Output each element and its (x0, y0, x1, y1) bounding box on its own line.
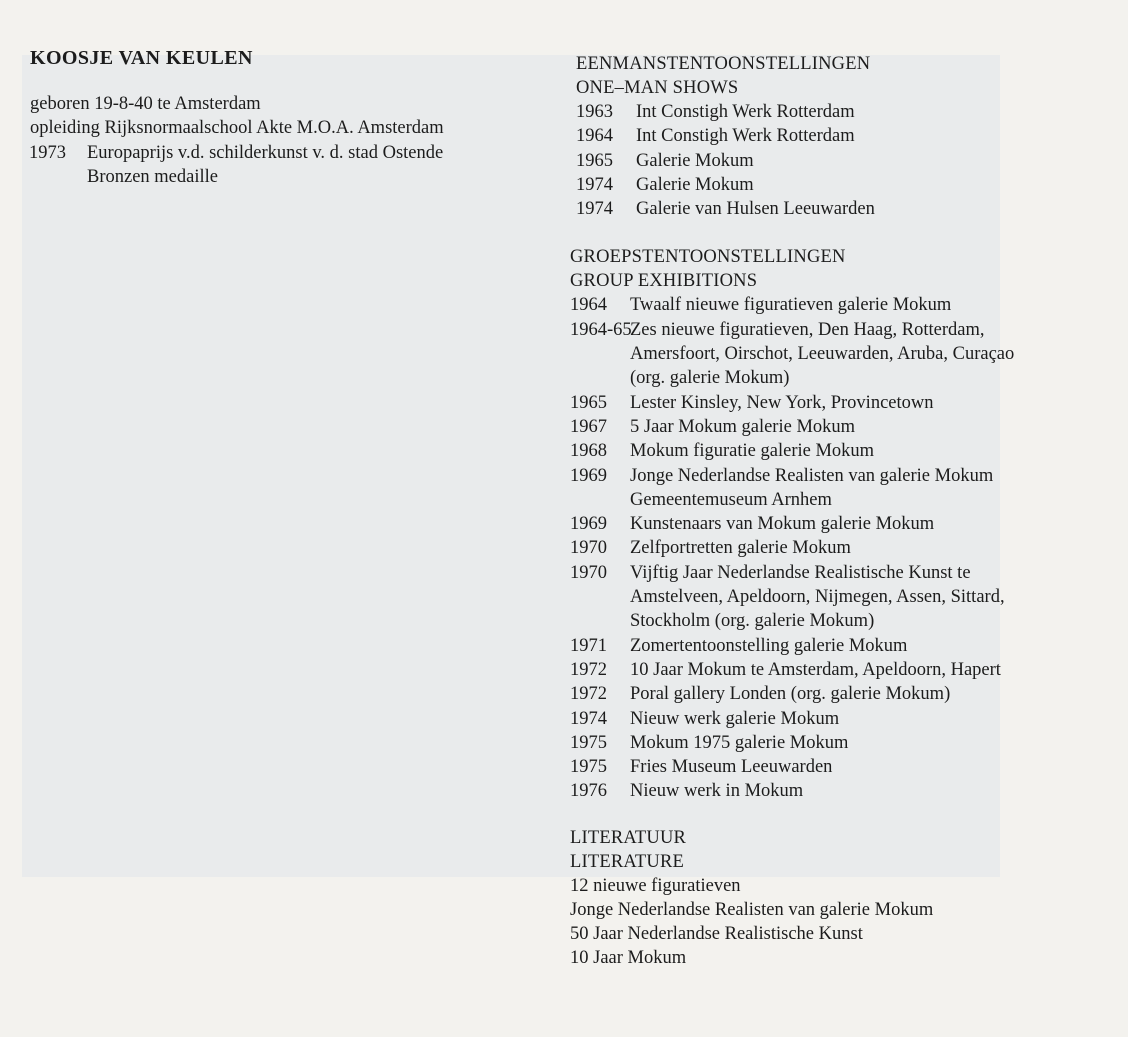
exhibition-text (630, 779, 1110, 803)
group-exhibitions-section (570, 245, 1110, 803)
exhibition-text (630, 682, 1110, 706)
exhibition-year: 1974 (570, 708, 607, 729)
exhibition-line: Twaalf nieuwe figuratieven galerie Mokum (630, 295, 952, 316)
exhibition-line: Mokum figuratie galerie Mokum (630, 441, 875, 462)
exhibition-entry (570, 634, 1110, 658)
exhibition-text (630, 561, 1110, 634)
award-year: 1973 (29, 142, 66, 163)
exhibition-year: 1975 (570, 732, 607, 753)
exhibition-line: Nieuw werk in Mokum (630, 781, 804, 802)
exhibition-year: 1963 (576, 102, 613, 122)
exhibition-entry (570, 658, 1110, 682)
exhibition-year: 1974 (576, 199, 613, 220)
exhibition-line: (org. galerie Mokum) (630, 368, 790, 389)
exhibition-text (630, 536, 1110, 560)
literature-item: Jonge Nederlandse Realisten van galerie Mokum (570, 899, 934, 920)
literature-item: 10 Jaar Mokum (570, 947, 687, 968)
exhibition-entry (570, 682, 1110, 706)
exhibition-text (630, 634, 1110, 658)
exhibition-entry (570, 731, 1110, 755)
group-list (570, 293, 1110, 803)
exhibition-text (636, 100, 1110, 124)
literature-heading-nl: LITERATUUR (570, 827, 687, 848)
exhibition-year: 1974 (576, 174, 613, 195)
exhibition-entry (570, 707, 1110, 731)
exhibition-text (630, 755, 1110, 779)
one-man-list (576, 100, 1110, 221)
literature-item: 50 Jaar Nederlandse Realistische Kunst (570, 923, 863, 944)
exhibition-line: Int Constigh Werk Rotterdam (636, 102, 855, 122)
exhibition-line: Mokum 1975 galerie Mokum (630, 732, 849, 753)
biography-column (30, 44, 550, 189)
exhibition-year: 1970 (570, 562, 607, 583)
exhibition-text (630, 391, 1110, 415)
exhibition-year: 1965 (576, 150, 613, 171)
exhibition-entry (576, 149, 1110, 173)
exhibition-entry (570, 318, 1110, 391)
literature-list (570, 874, 1110, 970)
exhibition-entry (576, 100, 1110, 124)
exhibition-line: Stockholm (org. galerie Mokum) (630, 611, 875, 632)
exhibition-line: Amersfoort, Oirschot, Leeuwarden, Aruba, Curaçao (630, 344, 1015, 365)
exhibition-line: Fries Museum Leeuwarden (630, 757, 833, 778)
exhibition-entry (570, 561, 1110, 634)
exhibition-text (630, 439, 1110, 463)
exhibition-line: Jonge Nederlandse Realisten van galerie Mokum (630, 465, 994, 486)
exhibition-text (630, 464, 1110, 513)
exhibition-year: 1972 (570, 659, 607, 680)
literature-section (570, 826, 1110, 970)
exhibition-entry (570, 293, 1110, 317)
exhibition-line: Zelfportretten galerie Mokum (630, 538, 851, 559)
exhibition-line: Gemeentemuseum Arnhem (630, 489, 832, 510)
exhibition-line: Int Constigh Werk Rotterdam (636, 126, 855, 147)
birth-line: geboren 19-8-40 te Amsterdam (30, 94, 261, 114)
award-text (87, 141, 550, 190)
award-line: Bronzen medaille (87, 166, 218, 187)
exhibition-text (630, 293, 1110, 317)
one-man-heading-nl: EENMANSTENTOONSTELLINGEN (576, 54, 871, 74)
literature-item: 12 nieuwe figuratieven (570, 875, 741, 896)
exhibition-year: 1968 (570, 441, 607, 462)
exhibition-line: Galerie Mokum (636, 150, 754, 171)
exhibition-entry (570, 464, 1110, 513)
exhibition-text (630, 707, 1110, 731)
exhibition-text (630, 318, 1110, 391)
exhibition-entry (570, 512, 1110, 536)
exhibition-entry (570, 779, 1110, 803)
exhibition-entry (570, 755, 1110, 779)
exhibition-text (636, 173, 1110, 197)
exhibition-line: Lester Kinsley, New York, Provincetown (630, 392, 934, 413)
exhibition-line: Galerie Mokum (636, 174, 754, 195)
group-heading-en: GROUP EXHIBITIONS (570, 271, 758, 292)
exhibition-entry (570, 415, 1110, 439)
exhibition-text (630, 731, 1110, 755)
one-man-shows-section (576, 52, 1110, 221)
exhibition-year: 1970 (570, 538, 607, 559)
exhibition-line: Galerie van Hulsen Leeuwarden (636, 199, 875, 220)
artist-name: KOOSJE VAN KEULEN (30, 47, 253, 69)
exhibition-year: 1964-65 (570, 319, 632, 340)
exhibition-year: 1969 (570, 514, 607, 535)
exhibition-entry (576, 124, 1110, 148)
exhibition-year: 1964 (576, 126, 613, 147)
exhibition-line: Zes nieuwe figuratieven, Den Haag, Rotterdam, (630, 319, 985, 340)
exhibition-year: 1964 (570, 295, 607, 316)
exhibition-line: Nieuw werk galerie Mokum (630, 708, 840, 729)
exhibition-line: Poral gallery Londen (org. galerie Mokum) (630, 684, 951, 705)
exhibition-text (636, 149, 1110, 173)
exhibition-text (636, 197, 1110, 221)
exhibition-line: Zomertentoonstelling galerie Mokum (630, 635, 908, 656)
education-line: opleiding Rijksnormaalschool Akte M.O.A. Amsterdam (30, 118, 444, 139)
exhibition-text (630, 415, 1110, 439)
award-line: Europaprijs v.d. schilderkunst v. d. stad Ostende (87, 142, 444, 163)
exhibition-text (636, 124, 1110, 148)
exhibition-entry (576, 197, 1110, 221)
exhibition-entry (570, 536, 1110, 560)
exhibition-year: 1965 (570, 392, 607, 413)
exhibition-entry (570, 391, 1110, 415)
exhibition-year: 1969 (570, 465, 607, 486)
exhibition-year: 1967 (570, 416, 607, 437)
exhibition-line: Kunstenaars van Mokum galerie Mokum (630, 514, 935, 535)
exhibition-line: Amstelveen, Apeldoorn, Nijmegen, Assen, Sittard, (630, 587, 1005, 608)
exhibition-text (630, 512, 1110, 536)
exhibition-year: 1971 (570, 635, 607, 656)
exhibition-text (630, 658, 1110, 682)
exhibition-line: Vijftig Jaar Nederlandse Realistische Kunst te (630, 562, 971, 583)
exhibition-line: 5 Jaar Mokum galerie Mokum (630, 416, 856, 437)
exhibition-year: 1976 (570, 781, 607, 802)
exhibition-entry (576, 173, 1110, 197)
one-man-heading-en: ONE–MAN SHOWS (576, 78, 739, 98)
exhibition-year: 1972 (570, 684, 607, 705)
exhibition-entry (570, 439, 1110, 463)
exhibitions-column (570, 52, 1110, 994)
award-entry (29, 141, 550, 190)
exhibition-year: 1975 (570, 757, 607, 778)
exhibition-line: 10 Jaar Mokum te Amsterdam, Apeldoorn, Hapert (630, 659, 1001, 680)
literature-heading-en: LITERATURE (570, 851, 685, 872)
group-heading-nl: GROEPSTENTOONSTELLINGEN (570, 247, 846, 268)
